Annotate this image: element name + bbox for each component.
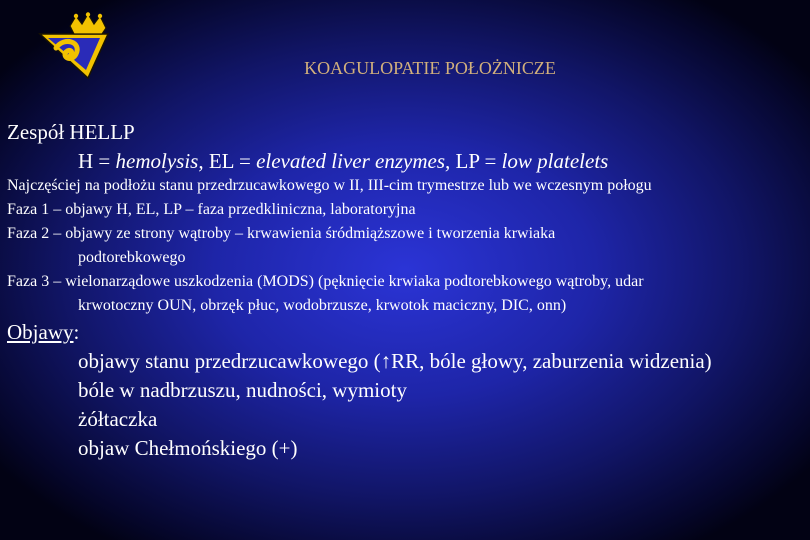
lp-term: low platelets [501, 149, 609, 173]
text-line-phase-3-cont: krwotoczny OUN, obrzęk płuc, wodobrzusze, krwotok maciczny, DIC, onn) [78, 297, 567, 314]
h-prefix: H = [78, 149, 116, 173]
text-line-phase-1: Faza 1 – objawy H, EL, LP – faza przedkliniczna, laboratoryjna [7, 201, 416, 218]
text-line-phase-3: Faza 3 – wielonarządowe uszkodzenia (MODS) (pęknięcie krwiaka podtorebkowego wątroby, udar [7, 273, 644, 290]
symptom-item: żółtaczka [78, 407, 158, 431]
symptom-item: bóle w nadbrzuszu, nudności, wymioty [78, 378, 407, 402]
text-line-onset: Najczęściej na podłożu stanu przedrzucawkowego w II, III-cim trymestrze lub we wczesnym połogu [7, 177, 652, 194]
text-line-phase-2-cont: podtorebkowego [78, 249, 186, 266]
el-prefix: EL = [203, 149, 257, 173]
lp-prefix: LP = [450, 149, 502, 173]
el-term: elevated liver enzymes, [256, 149, 451, 173]
text-line-phase-2: Faza 2 – objawy ze strony wątroby – krwawienia śródmiąższowe i tworzenia krwiaka [7, 225, 556, 242]
symptoms-colon: : [73, 320, 80, 344]
syndrome-heading: Zespół HELLP [7, 120, 135, 144]
h-term: hemolysis, [115, 149, 204, 173]
slide-title: KOAGULOPATIE POŁOŻNICZE [304, 58, 556, 78]
symptom-item: objaw Chełmońskiego (+) [78, 436, 298, 460]
hellp-definition [78, 149, 608, 174]
symptoms-heading [7, 320, 79, 345]
symptoms-label: Objawy [7, 320, 74, 344]
symptom-item: objawy stanu przedrzucawkowego (↑RR, bóle głowy, zaburzenia widzenia) [78, 349, 712, 373]
